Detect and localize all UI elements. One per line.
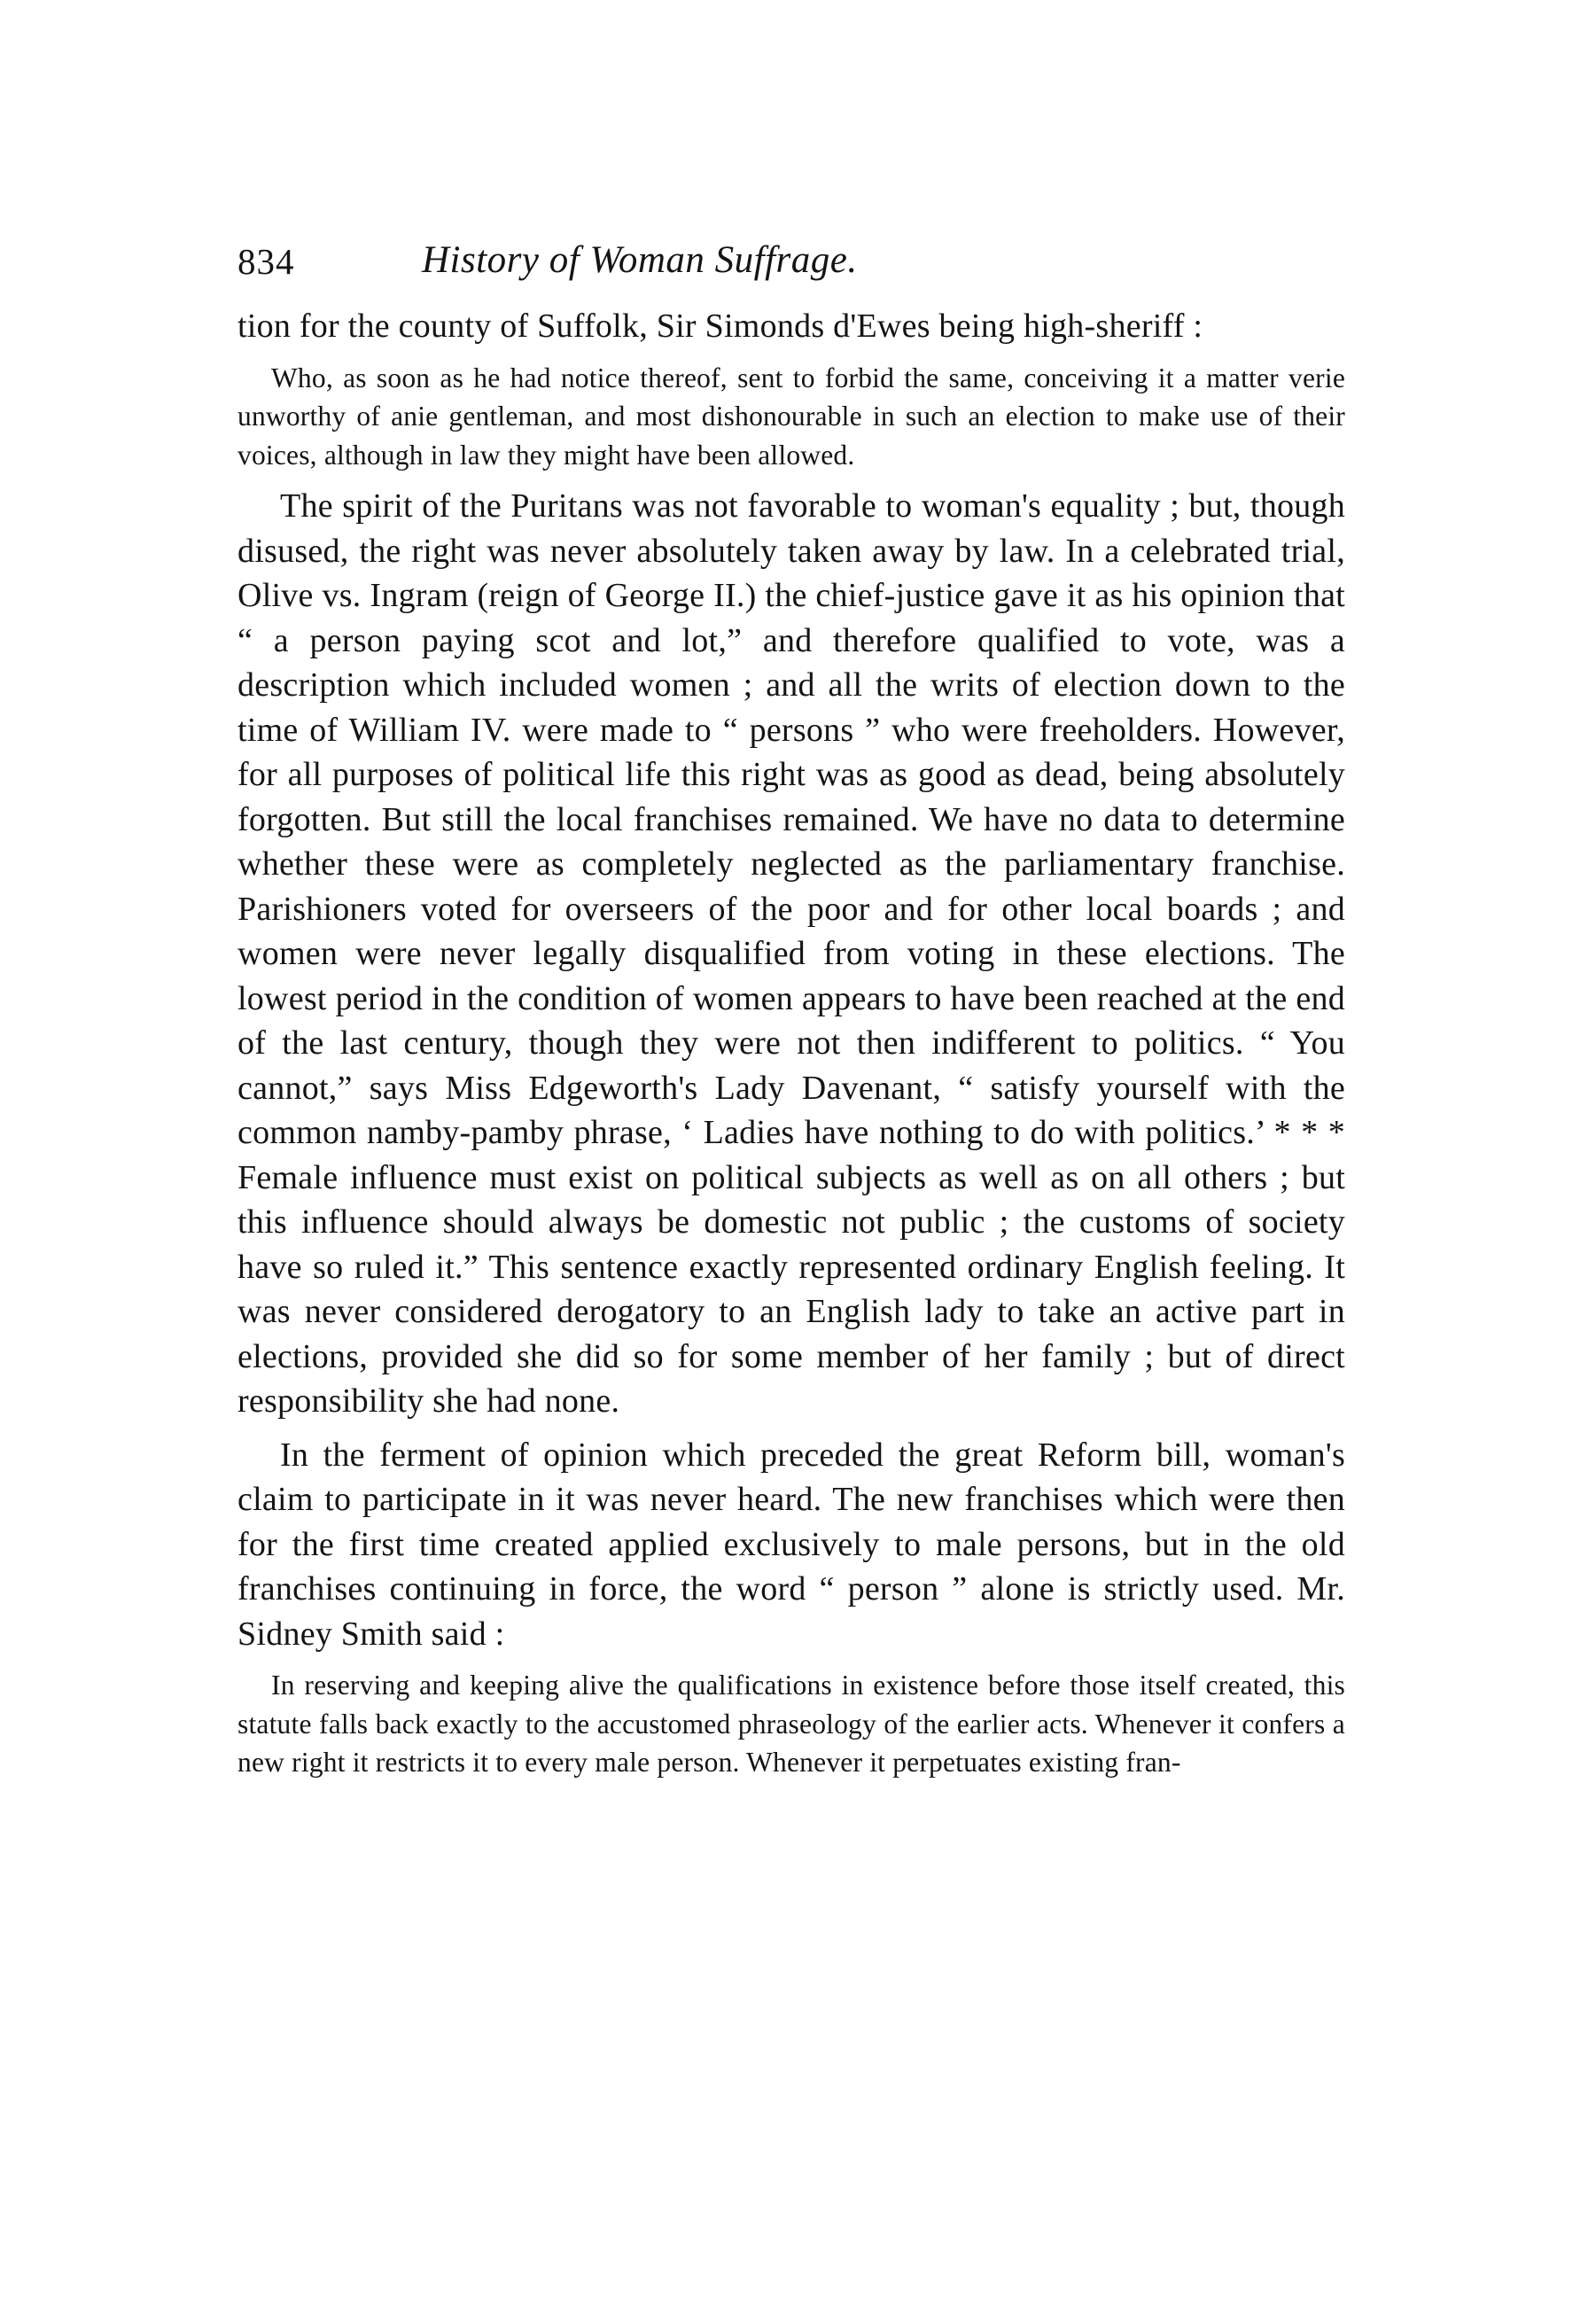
running-title: History of Woman Suffrage.	[422, 239, 858, 281]
book-page	[237, 226, 1345, 1792]
paragraph-puritans: The spirit of the Puritans was not favorable to woman's equality ; but, though disused, the right was never absolutely taken away by law. In a celebrated trial, Olive vs. Ingram (reign of George II.) the chief-justice gave it as his opinion that “ a person paying scot and lot,” and therefore qualified to vote, was a description which included women ; and all the writs of election down to the time of William IV. were made to “ persons ” who were freeholders. However, for all purposes of political life this right was as good as dead, being absolutely forgotten. But still the local franchises remained. We have no data to determine whether these were as completely neglected as the parliamentary franchise. Parishioners voted for overseers of the poor and for other local boards ; and women were never legally disqualified from voting in these elections. The lowest period in the condition of women appears to have been reached at the end of the last century, though they were not then indifferent to politics. “ You cannot,” says Miss Edgeworth's Lady Davenant, “ satisfy yourself with the common namby-pamby phrase, ‘ Ladies have nothing to do with politics.’ * * * Female influence must exist on political subjects as well as on all others ; but this influence should always be domestic not public ; the customs of society have so ruled it.” This sentence exactly represented ordinary English feeling. It was never considered derogatory to an English lady to take an active part in elections, provided she did so for some member of her family ; but of direct responsibility she had none.	[237, 487, 1345, 1420]
block-quote-dewes: Who, as soon as he had notice thereof, sent to forbid the same, conceiving it a matter verie unworthy of anie gentleman, and most dishonourable in such an election to make use of their voices, although in law they might have been allowed.	[237, 362, 1345, 471]
block-quote-sidney-smith: In reserving and keeping alive the qualifications in existence before those itself created, this statute falls back exactly to the accustomed phraseology of the earlier acts. Whenever it confers a new right it restricts it to every male person. Whenever it perpetuates existing fran-	[237, 1670, 1345, 1778]
running-head	[237, 226, 1345, 297]
paragraph-reform-bill: In the ferment of opinion which preceded the great Reform bill, woman's claim to participate in it was never heard. The new franchises which were then for the first time created applied exclusively to male persons, but in the old franchises continuing in force, the word “ person ” alone is strictly used. Mr. Sidney Smith said :	[237, 1436, 1345, 1653]
paragraph-continuation: tion for the county of Suffolk, Sir Simonds d'Ewes being high-sheriff :	[237, 307, 1203, 345]
page-number: 834	[237, 241, 295, 282]
